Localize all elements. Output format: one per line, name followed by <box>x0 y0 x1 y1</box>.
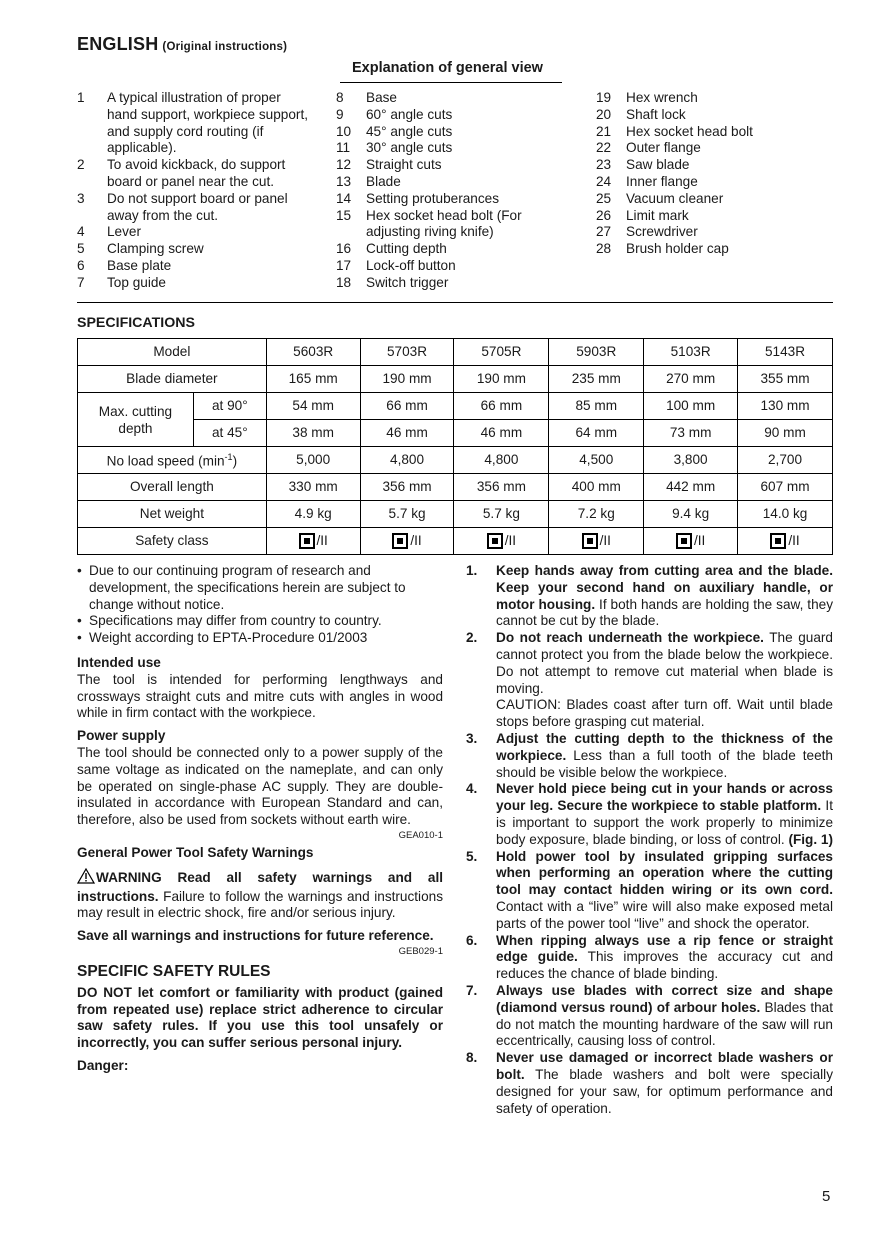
rule-text <box>496 731 833 781</box>
table-row <box>78 474 833 501</box>
double-insulation-icon <box>487 533 503 549</box>
no-load-speed-value: 3,800 <box>644 447 738 474</box>
bullet-icon: • <box>77 630 82 646</box>
list-item: • Weight according to EPTA-Procedure 01/2003 <box>77 630 368 646</box>
rule-number: 3. <box>466 730 478 746</box>
list-item <box>336 191 546 208</box>
item-text: Outer flange <box>626 140 701 156</box>
model-value: 5603R <box>266 339 360 366</box>
net-weight-value: 9.4 kg <box>644 501 738 528</box>
item-number: 28 <box>596 241 612 257</box>
item-text: Blade <box>366 173 401 189</box>
rule-number: 6. <box>466 932 478 948</box>
rule-bold-text: Always use blades with correct size and shape (diamond versus round) of arbour holes. <box>496 982 833 1015</box>
list-item <box>596 174 796 191</box>
safety-class-value <box>738 528 833 555</box>
specific-safety-text: DO NOT let comfort or familiarity with product (gained from repeated use) replace strict adherence to circular saw safety rules. If you use this tool unsafely or incorrectly, you can suffer serious personal injury. <box>77 984 443 1051</box>
item-number: 12 <box>336 157 352 173</box>
double-insulation-icon <box>299 533 315 549</box>
rule-body-text: Less than a full tooth of the blade teeth should be visible below the workpiece. <box>496 747 833 780</box>
cutting-depth-90-value: 66 mm <box>360 393 454 420</box>
blade-diameter-value: 190 mm <box>454 366 549 393</box>
cutting-depth-45-value: 90 mm <box>738 420 833 447</box>
list-item <box>336 275 546 292</box>
net-weight-value: 7.2 kg <box>549 501 644 528</box>
no-load-speed-value: 2,700 <box>738 447 833 474</box>
double-insulation-icon <box>392 533 408 549</box>
safety-rule <box>466 849 833 933</box>
blade-diameter-value: 270 mm <box>644 366 738 393</box>
table-row <box>78 447 833 474</box>
list-item <box>77 191 313 225</box>
item-text: 45° angle cuts <box>366 123 453 139</box>
item-text: Clamping screw <box>107 241 204 257</box>
list-item: • Due to our continuing program of research and development, the specifications herein are subject to change without notice. <box>77 563 406 612</box>
safety-rule <box>466 731 833 781</box>
list-item <box>596 224 796 241</box>
safety-class-text: /II <box>504 532 517 548</box>
safety-class-text: /II <box>693 532 706 548</box>
list-item <box>596 140 796 157</box>
safety-class-label: Safety class <box>78 528 267 555</box>
overall-length-label: Overall length <box>78 474 267 501</box>
overall-length-value: 442 mm <box>644 474 738 501</box>
blade-diameter-value: 165 mm <box>266 366 360 393</box>
safety-class-value <box>360 528 454 555</box>
warning-paragraph <box>77 868 443 922</box>
warning-bold-text: WARNING Read all safety warnings and all instructions. <box>77 869 443 904</box>
list-item <box>77 157 313 191</box>
double-insulation-icon <box>582 533 598 549</box>
bullet-icon: • <box>77 613 82 629</box>
list-item <box>596 208 796 225</box>
cutting-depth-45-value: 38 mm <box>266 420 360 447</box>
list-item <box>336 157 546 174</box>
safety-rule <box>466 983 833 1050</box>
list-item <box>596 124 796 141</box>
net-weight-value: 4.9 kg <box>266 501 360 528</box>
safety-rule <box>466 563 833 630</box>
overall-length-value: 400 mm <box>549 474 644 501</box>
rule-number: 2. <box>466 630 478 646</box>
safety-class-value <box>454 528 549 555</box>
safety-rules-list <box>466 563 833 1117</box>
cutting-depth-90-value: 130 mm <box>738 393 833 420</box>
item-number: 23 <box>596 157 612 173</box>
cutting-depth-90-value: 85 mm <box>549 393 644 420</box>
net-weight-label: Net weight <box>78 501 267 528</box>
item-text: Hex socket head bolt (For adjusting riving knife) <box>366 207 522 240</box>
specifications-title: SPECIFICATIONS <box>77 315 195 331</box>
safety-rule <box>466 1050 833 1117</box>
list-item <box>336 107 546 124</box>
power-supply-text: The tool should be connected only to a power supply of the same voltage as indicated on the nameplate, and can only be operated on single-phase AC supply. They are double-insulated in accordance with European Standard and can, therefore, also be used from sockets without earth wire. <box>77 744 443 828</box>
speed-label-sup: -1 <box>224 452 233 463</box>
model-value: 5143R <box>738 339 833 366</box>
cutting-depth-45-value: 64 mm <box>549 420 644 447</box>
item-number: 19 <box>596 90 612 105</box>
list-item <box>336 90 546 107</box>
figure-reference: (Fig. 1) <box>788 831 834 847</box>
rule-bold-text: Do not reach underneath the workpiece. <box>496 630 764 646</box>
model-value: 5103R <box>644 339 738 366</box>
rule-text <box>496 849 833 933</box>
warning-text: Failure to follow the warnings and instructions may result in electric shock, fire and/or serious injury. <box>77 888 443 921</box>
table-row <box>78 393 833 420</box>
table-row <box>78 528 833 555</box>
rule-bold-text: Hold power tool by insulated gripping surfaces when performing an operation where the cutting tool may contact hidden wiring or its own cord. <box>496 848 833 898</box>
rule-number: 4. <box>466 781 478 797</box>
item-number: 26 <box>596 207 612 223</box>
safety-class-value <box>549 528 644 555</box>
item-number: 24 <box>596 173 612 189</box>
reference-code: GEA010-1 <box>398 829 443 841</box>
rule-bold-text: Keep hands away from cutting area and the blade. Keep your second hand on auxiliary handle, or motor housing. <box>496 563 833 612</box>
cutting-depth-45-value: 46 mm <box>454 420 549 447</box>
power-supply-title: Power supply <box>77 728 166 744</box>
bullet-icon: • <box>77 563 82 578</box>
page-number: 5 <box>822 1188 831 1205</box>
rule-bold-text: Never hold piece being cut in your hands or across your leg. Secure the workpiece to stable platform. <box>496 781 833 814</box>
rule-body-text: It is important to support the work properly to minimize body exposure, blade binding, or loss of control. <box>496 798 833 847</box>
item-text: Hex socket head bolt <box>626 123 753 139</box>
item-text: Top guide <box>107 274 166 290</box>
rule-bold-text: Never use damaged or incorrect blade washers or bolt. <box>496 1050 833 1082</box>
rule-text <box>496 933 833 983</box>
no-load-speed-value: 5,000 <box>266 447 360 474</box>
list-item: • Specifications may differ from country to country. <box>77 613 382 629</box>
model-value: 5903R <box>549 339 644 366</box>
rule-text <box>496 1050 833 1117</box>
item-text: Saw blade <box>626 157 690 173</box>
item-text: 60° angle cuts <box>366 106 453 122</box>
item-text: Shaft lock <box>626 106 686 122</box>
list-item <box>336 241 546 258</box>
net-weight-value: 14.0 kg <box>738 501 833 528</box>
blade-diameter-label: Blade diameter <box>78 366 267 393</box>
rule-body-text: The blade washers and bolt were specially designed for your saw, for optimum performance and safety of operation. <box>496 1066 833 1116</box>
net-weight-value: 5.7 kg <box>454 501 549 528</box>
left-column <box>77 563 443 1075</box>
explanation-column-2 <box>336 90 546 292</box>
item-number: 20 <box>596 106 612 122</box>
item-text: Do not support board or panel away from the cut. <box>107 190 288 223</box>
item-number: 25 <box>596 190 612 206</box>
safety-class-value <box>266 528 360 555</box>
item-text: Base plate <box>107 257 172 273</box>
overall-length-value: 607 mm <box>738 474 833 501</box>
specific-safety-title: SPECIFIC SAFETY RULES <box>77 962 271 980</box>
language-subtitle: (Original instructions) <box>162 41 288 53</box>
no-load-speed-value: 4,800 <box>454 447 549 474</box>
explanation-rule <box>340 82 562 83</box>
cutting-depth-90-value: 100 mm <box>644 393 738 420</box>
safety-rule <box>466 781 833 848</box>
rule-number: 8. <box>466 1050 478 1066</box>
speed-label-close: ) <box>232 453 238 469</box>
cutting-depth-90-value: 54 mm <box>266 393 360 420</box>
item-number: 2 <box>77 157 85 173</box>
model-value: 5703R <box>360 339 454 366</box>
item-number: 27 <box>596 224 612 240</box>
item-number: 5 <box>77 241 85 257</box>
explanation-title: Explanation of general view <box>352 60 543 76</box>
item-text: Lock-off button <box>366 257 456 273</box>
item-number: 22 <box>596 140 612 156</box>
rule-bold-text: When ripping always use a rip fence or straight edge guide. <box>496 932 833 965</box>
reference-code: GEB029-1 <box>398 945 443 957</box>
item-text: Vacuum cleaner <box>626 190 724 206</box>
rule-body-text: The guard cannot protect you from the blade below the workpiece. Do not attempt to remove cut material when blade is moving. <box>496 630 833 696</box>
item-text: Hex wrench <box>626 90 698 105</box>
save-warnings-text: Save all warnings and instructions for future reference. <box>77 928 434 944</box>
item-text: Cutting depth <box>366 241 447 257</box>
rule-bold-text: Adjust the cutting depth to the thickness of the workpiece. <box>496 730 833 763</box>
at-45-label: at 45° <box>193 420 266 447</box>
warning-triangle-icon <box>77 868 95 889</box>
model-label: Model <box>78 339 267 366</box>
rule-text <box>496 983 833 1050</box>
page-header <box>77 36 287 56</box>
item-text: Lever <box>107 224 142 240</box>
cutting-depth-45-value: 73 mm <box>644 420 738 447</box>
rule-text <box>496 630 833 731</box>
list-item <box>596 191 796 208</box>
item-text: Switch trigger <box>366 274 449 290</box>
item-number: 7 <box>77 274 85 290</box>
item-number: 11 <box>336 140 351 156</box>
list-item <box>596 107 796 124</box>
blade-diameter-value: 190 mm <box>360 366 454 393</box>
list-item <box>596 241 796 258</box>
item-text: Setting protuberances <box>366 190 500 206</box>
item-text: Screwdriver <box>626 224 698 240</box>
list-item <box>336 124 546 141</box>
table-row <box>78 501 833 528</box>
language-title: ENGLISH <box>77 34 159 54</box>
item-text: Base <box>366 90 397 105</box>
safety-class-text: /II <box>788 532 800 548</box>
no-load-speed-value: 4,800 <box>360 447 454 474</box>
specifications-table <box>77 338 833 555</box>
list-item <box>336 258 546 275</box>
section-divider <box>77 302 833 303</box>
item-text: Limit mark <box>626 207 689 223</box>
model-value: 5705R <box>454 339 549 366</box>
speed-label-text: No load speed (min <box>106 453 225 469</box>
list-item <box>77 90 313 157</box>
intended-use-title: Intended use <box>77 654 161 670</box>
item-number: 4 <box>77 224 85 240</box>
list-item <box>596 90 796 107</box>
cutting-depth-90-value: 66 mm <box>454 393 549 420</box>
double-insulation-icon <box>770 533 786 549</box>
safety-rule <box>466 933 833 983</box>
item-number: 17 <box>336 257 352 273</box>
safety-class-value <box>644 528 738 555</box>
explanation-column-1 <box>77 90 313 292</box>
table-row <box>78 339 833 366</box>
item-number: 3 <box>77 190 85 206</box>
overall-length-value: 356 mm <box>454 474 549 501</box>
safety-class-text: /II <box>410 532 422 548</box>
rule-number: 7. <box>466 982 478 998</box>
list-item <box>336 140 546 157</box>
item-number: 21 <box>596 123 612 139</box>
no-load-speed-label <box>78 447 267 474</box>
at-90-label: at 90° <box>193 393 266 420</box>
rule-number: 5. <box>466 848 478 864</box>
overall-length-value: 330 mm <box>266 474 360 501</box>
item-text: Inner flange <box>626 173 698 189</box>
item-number: 9 <box>336 106 344 122</box>
safety-rule <box>466 630 833 731</box>
explanation-column-3 <box>596 90 796 258</box>
no-load-speed-value: 4,500 <box>549 447 644 474</box>
safety-class-text: /II <box>316 532 328 548</box>
item-number: 15 <box>336 207 352 223</box>
blade-diameter-value: 355 mm <box>738 366 833 393</box>
list-item <box>336 174 546 191</box>
item-text: Brush holder cap <box>626 241 729 257</box>
rule-body-text: Contact with a “live” wire will also make exposed metal parts of the power tool “live” and shock the operator. <box>496 898 833 931</box>
rule-body-text: This improves the accuracy cut and reduces the chance of blade binding. <box>496 949 833 982</box>
overall-length-value: 356 mm <box>360 474 454 501</box>
item-number: 16 <box>336 241 352 257</box>
item-text: To avoid kickback, do support board or panel near the cut. <box>107 157 286 189</box>
item-number: 18 <box>336 274 352 290</box>
cutting-depth-45-value: 46 mm <box>360 420 454 447</box>
max-cutting-depth-label: Max. cutting depth <box>78 393 194 447</box>
item-text: A typical illustration of proper hand support, workpiece support, and supply cord routing (if applicable). <box>107 90 309 156</box>
list-item <box>77 258 313 275</box>
item-number: 14 <box>336 190 352 206</box>
item-number: 1 <box>77 90 85 105</box>
rule-body-text: If both hands are holding the saw, they cannot be cut by the blade. <box>496 596 833 629</box>
item-text: 30° angle cuts <box>366 140 453 156</box>
intended-use-text: The tool is intended for performing lengthways and crossways straight cuts and mitre cuts with angles in wood while in firm contact with the workpiece. <box>77 671 443 721</box>
rule-text <box>496 563 833 630</box>
item-text: Straight cuts <box>366 157 442 173</box>
blade-diameter-value: 235 mm <box>549 366 644 393</box>
list-item <box>77 275 313 292</box>
safety-class-text: /II <box>599 532 611 548</box>
rule-text <box>496 781 833 848</box>
item-number: 8 <box>336 90 344 105</box>
list-item <box>336 208 546 242</box>
item-number: 13 <box>336 173 352 189</box>
net-weight-value: 5.7 kg <box>360 501 454 528</box>
item-number: 6 <box>77 257 85 273</box>
general-warnings-title: General Power Tool Safety Warnings <box>77 844 314 860</box>
list-item <box>77 224 313 241</box>
list-item <box>596 157 796 174</box>
double-insulation-icon <box>676 533 692 549</box>
rule-number: 1. <box>466 563 478 578</box>
rule-caution-text: CAUTION: Blades coast after turn off. Wait until blade stops before grasping cut material. <box>496 697 833 730</box>
danger-label: Danger: <box>77 1057 129 1073</box>
rule-body-text: Blades that do not match the mounting hardware of the saw will run eccentrically, causing loss of control. <box>496 999 833 1049</box>
item-number: 10 <box>336 123 352 139</box>
table-row <box>78 366 833 393</box>
list-item <box>77 241 313 258</box>
